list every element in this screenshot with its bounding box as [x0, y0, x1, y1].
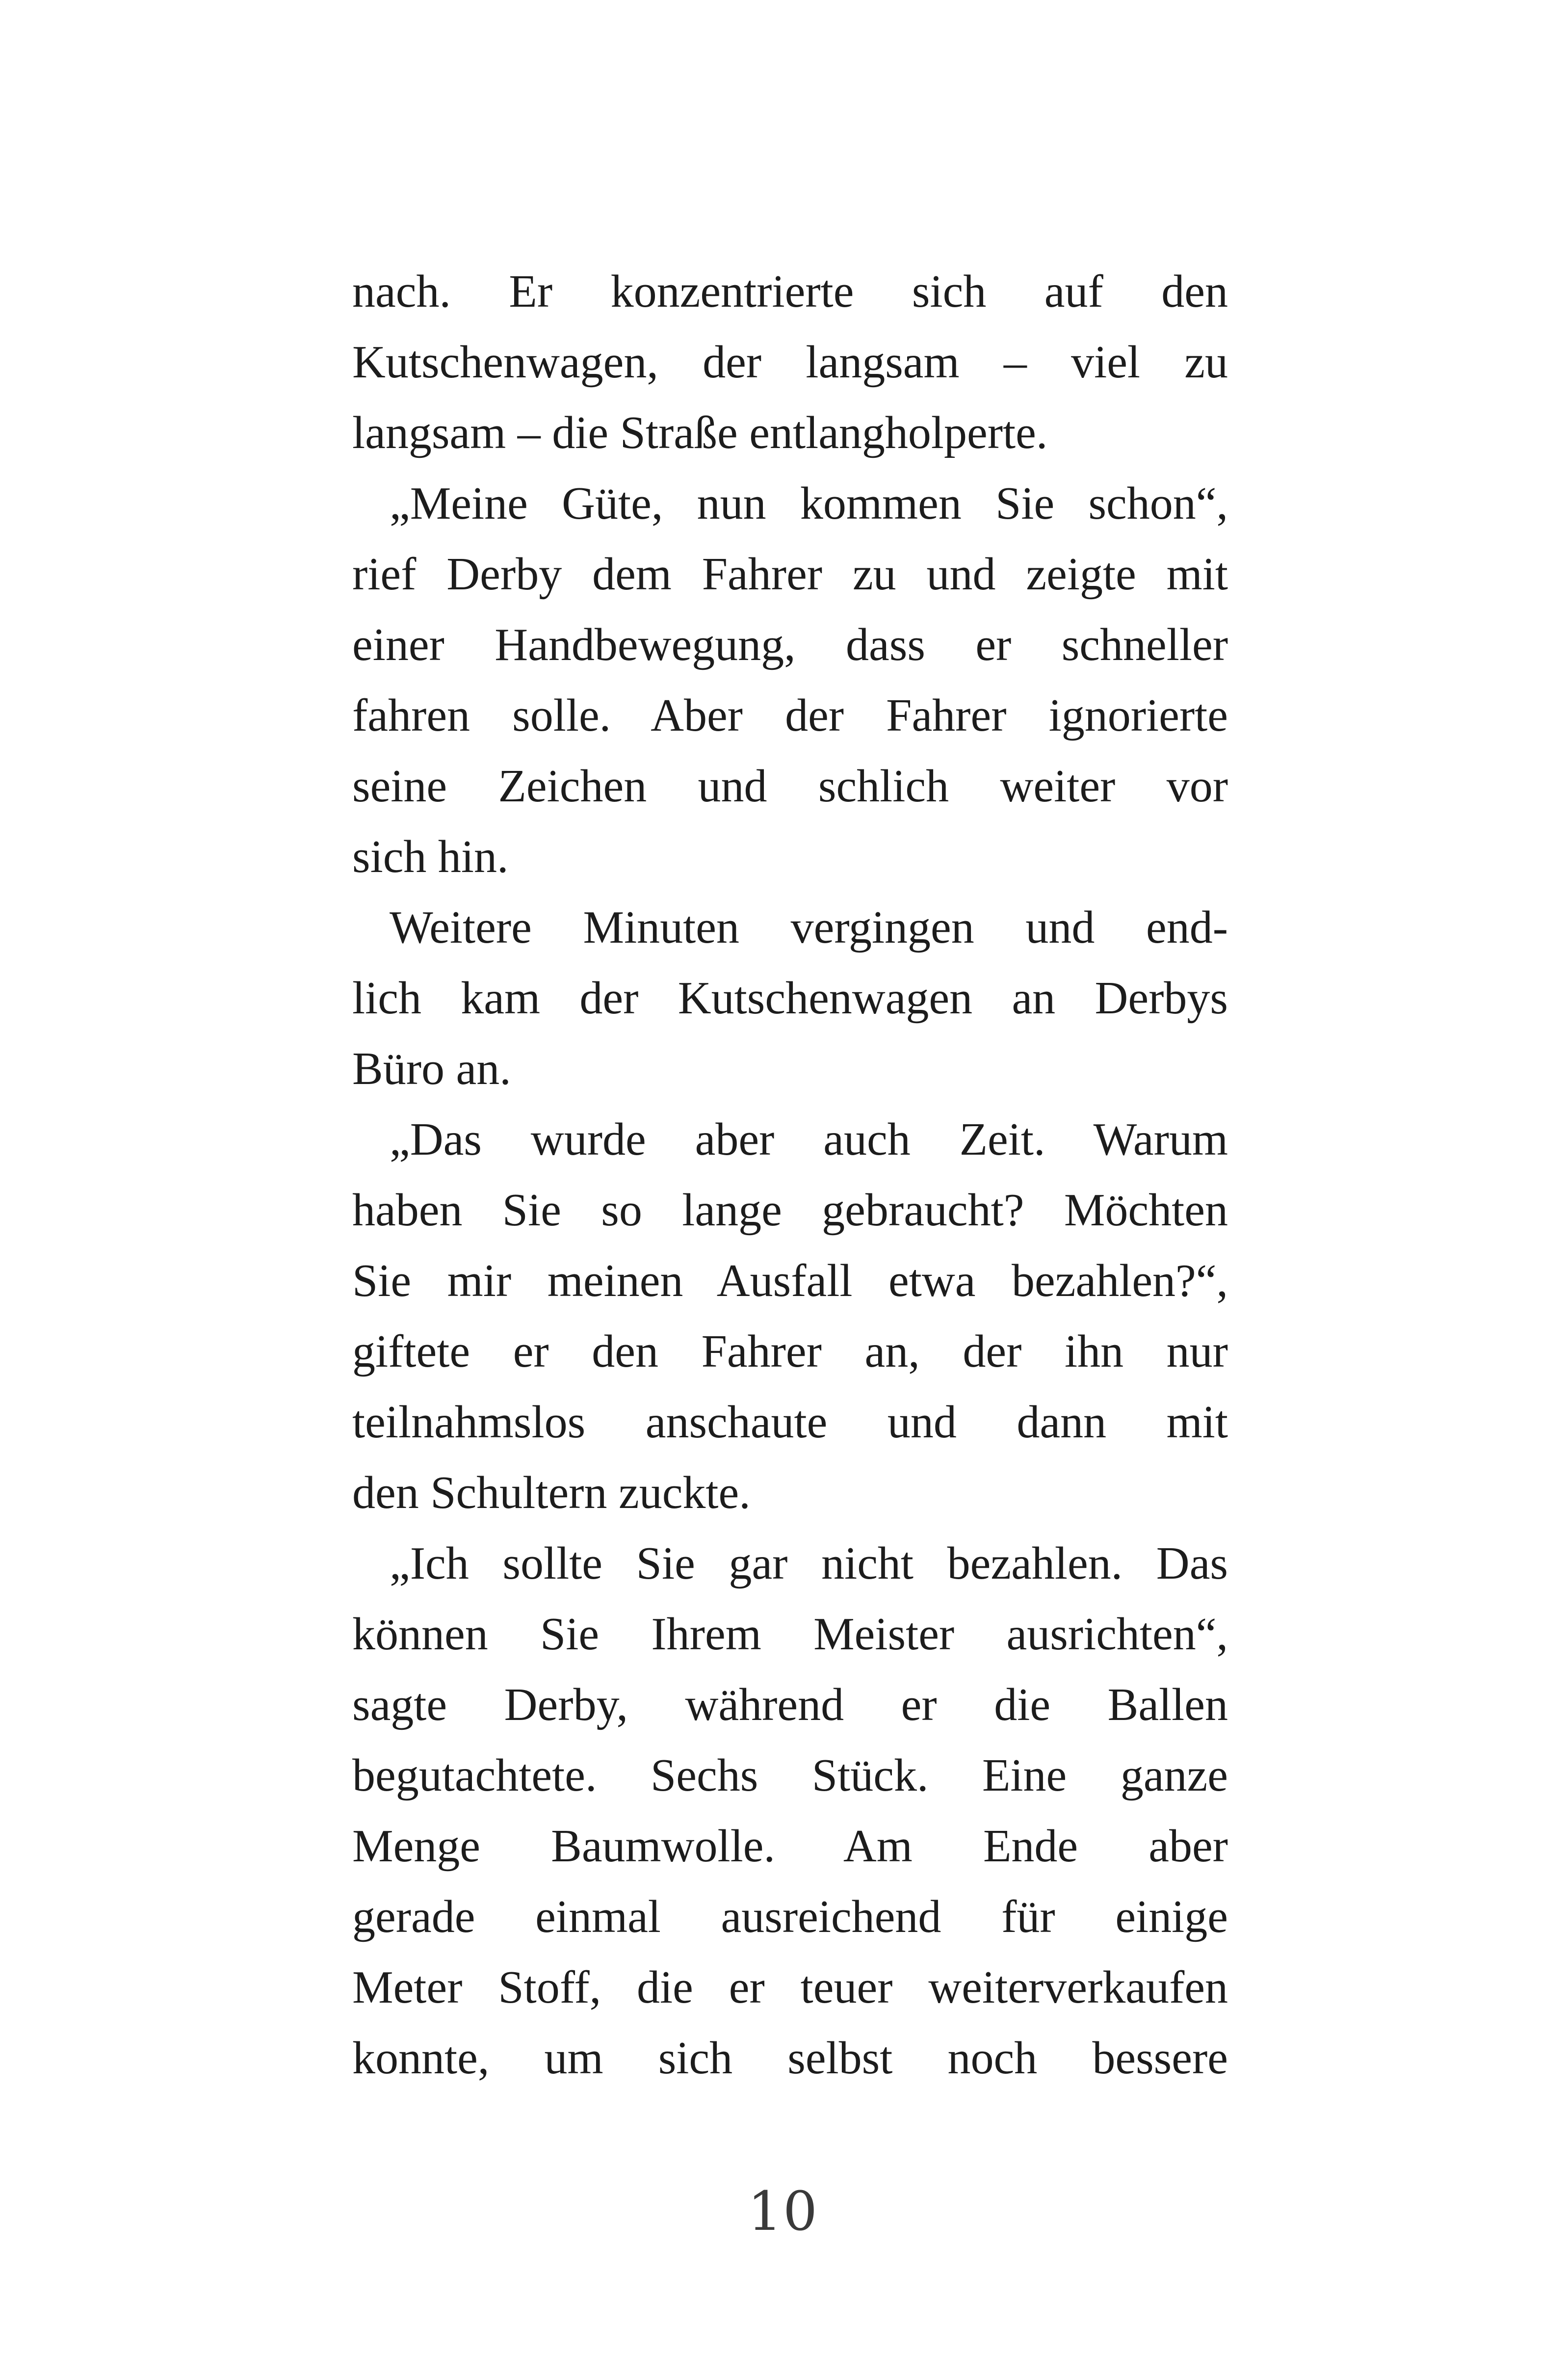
paragraph-3: [352, 892, 1228, 1104]
text-line: lich kam der Kutschenwagen an Derbys: [352, 973, 1228, 1024]
text-line: haben Sie so lange gebraucht? Möchten: [352, 1185, 1228, 1236]
text-line: nach. Er konzentrierte sich auf den: [352, 266, 1228, 317]
text-line: fahren solle. Aber der Fahrer ignorierte: [352, 690, 1228, 741]
paragraph-4: [352, 1104, 1228, 1528]
text-line: Meter Stoff, die er teuer weiterverkaufen: [352, 1962, 1228, 2013]
text-line: „Meine Güte, nun kommen Sie schon“,: [390, 478, 1228, 529]
text-line: sagte Derby, während er die Ballen: [352, 1679, 1228, 1730]
text-line: sich hin.: [352, 831, 509, 882]
text-line: „Ich sollte Sie gar nicht bezahlen. Das: [390, 1538, 1228, 1589]
text-line: Büro an.: [352, 1043, 511, 1094]
text-line: Menge Baumwolle. Am Ende aber: [352, 1821, 1228, 1872]
text-line: „Das wurde aber auch Zeit. Warum: [390, 1114, 1228, 1165]
paragraph-2: [352, 468, 1228, 892]
text-line: einer Handbewegung, dass er schneller: [352, 619, 1228, 670]
text-line: teilnahmslos anschaute und dann mit: [352, 1397, 1228, 1448]
text-line: können Sie Ihrem Meister ausrichten“,: [352, 1609, 1228, 1660]
text-line: seine Zeichen und schlich weiter vor: [352, 761, 1228, 812]
text-line: langsam – die Straße entlangholperte.: [352, 407, 1048, 458]
body-text: [352, 256, 1228, 2093]
text-line: begutachtete. Sechs Stück. Eine ganze: [352, 1750, 1228, 1801]
text-line: Weitere Minuten vergingen und end-: [390, 902, 1228, 953]
paragraph-1: [352, 256, 1228, 468]
text-line: konnte, um sich selbst noch bessere: [352, 2033, 1228, 2084]
text-line: den Schultern zuckte.: [352, 1467, 751, 1518]
paragraph-5: [352, 1528, 1228, 2093]
text-line: Kutschenwagen, der langsam – viel zu: [352, 337, 1228, 388]
text-line: rief Derby dem Fahrer zu und zeigte mit: [352, 549, 1228, 600]
page-number: 10: [748, 2180, 818, 2243]
text-line: Sie mir meinen Ausfall etwa bezahlen?“,: [352, 1255, 1228, 1306]
text-line: gerade einmal ausreichend für einige: [352, 1891, 1228, 1942]
text-line: giftete er den Fahrer an, der ihn nur: [352, 1326, 1228, 1377]
